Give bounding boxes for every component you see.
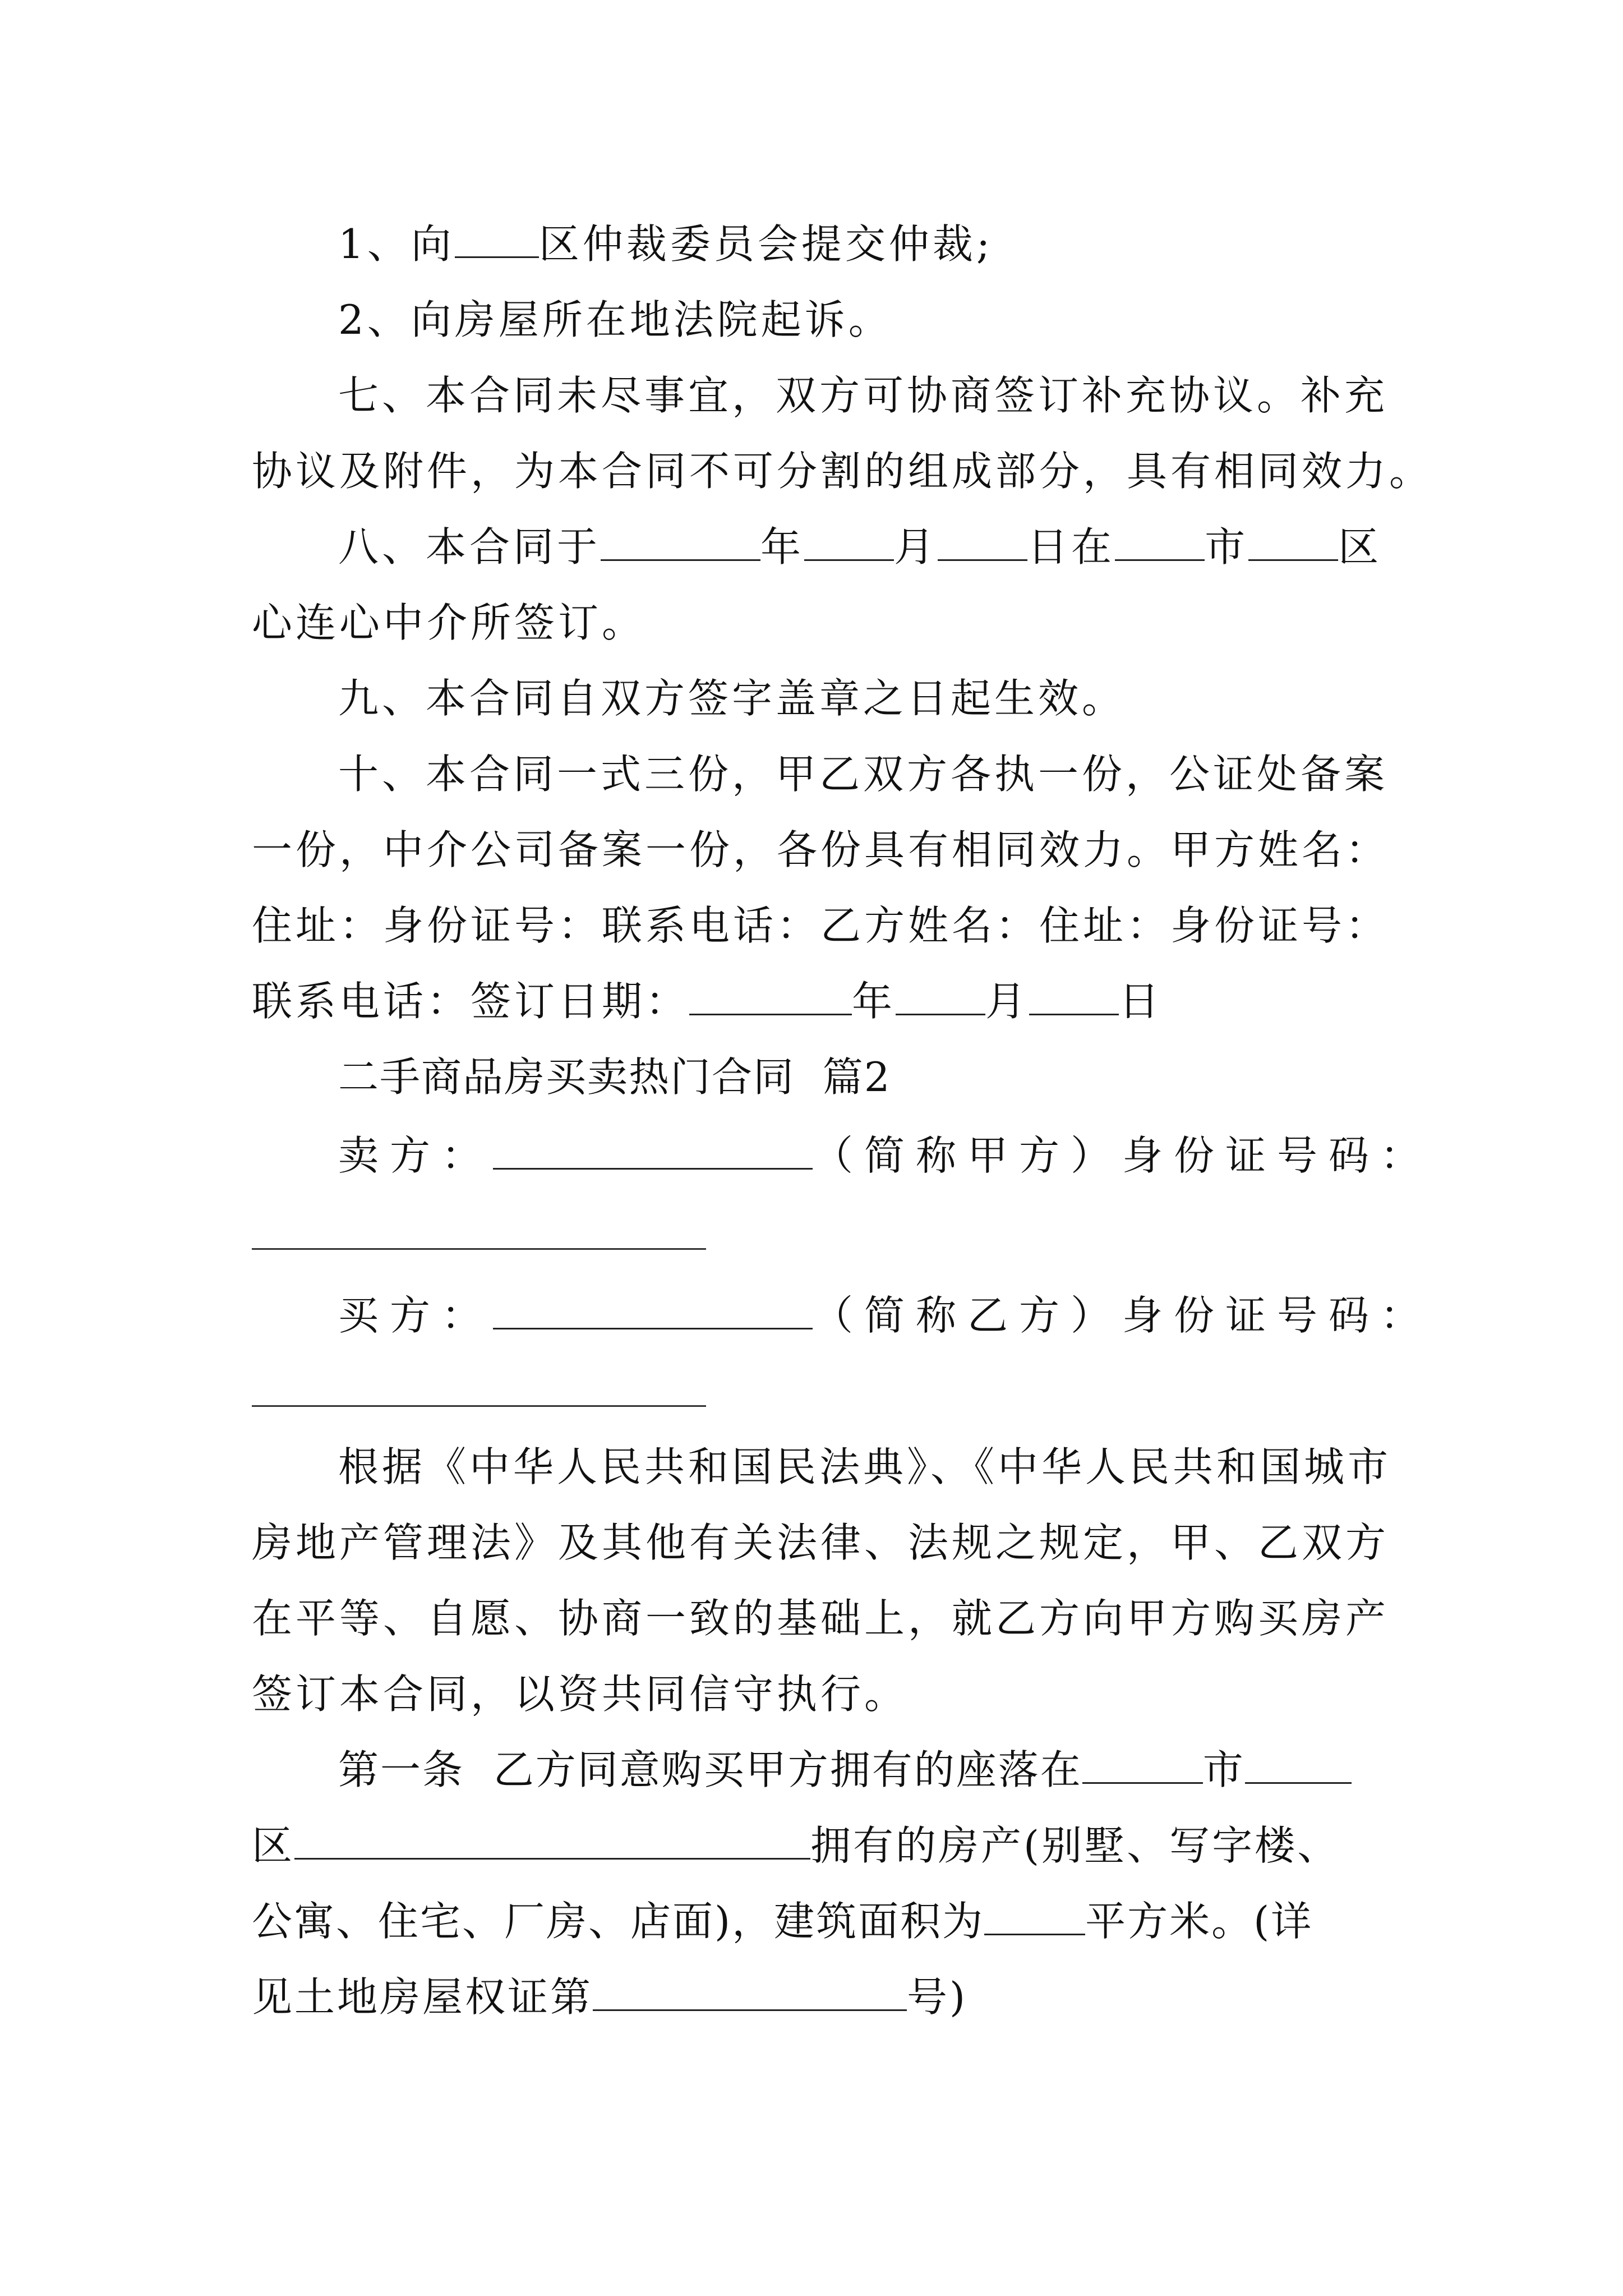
text: 卖方：: [338, 1132, 494, 1179]
clause-ten-line2: 一份，中介公司备案一份，各份具有相同效力。甲方姓名：: [252, 826, 1390, 873]
preamble-line3: 在平等、自愿、协商一致的基础上，就乙方向甲方购买房产: [252, 1595, 1390, 1642]
blank-city[interactable]: [1082, 1747, 1203, 1784]
buyer-id-blank[interactable]: [252, 1405, 706, 1407]
blank-district[interactable]: [1248, 524, 1338, 561]
clause-eight-line2: 心连心中介所签订。: [252, 599, 646, 646]
blank-month[interactable]: [804, 524, 894, 561]
clause-ten-line4: [252, 973, 1163, 1029]
blank-field[interactable]: [455, 222, 539, 258]
blank-seller-name[interactable]: [493, 1133, 813, 1170]
text: 市: [1205, 523, 1249, 570]
text: 第一条 乙方同意购买甲方拥有的座落在: [338, 1746, 1082, 1793]
blank-certificate-number[interactable]: [593, 1975, 907, 2011]
article-one-line3: [252, 1893, 1313, 1949]
blank-month[interactable]: [896, 979, 985, 1015]
text: 号): [907, 1973, 968, 2021]
blank-address[interactable]: [294, 1823, 810, 1860]
text: 日: [1119, 978, 1163, 1025]
text: 见土地房屋权证第: [252, 1973, 593, 2021]
text: 拥有的房产(别墅、写字楼、: [810, 1822, 1340, 1869]
preamble-line1: 根据《中华人民共和国民法典》、《中华人民共和国城市: [338, 1443, 1392, 1490]
clause-seven-line1: 七、本合同未尽事宜，双方可协商签订补充协议。补充: [338, 372, 1389, 419]
text: 月: [985, 978, 1030, 1025]
clause-lawsuit: 2、向房屋所在地法院起诉。: [338, 296, 892, 343]
blank-day[interactable]: [938, 524, 1027, 561]
preamble-line4: 签订本合同，以资共同信守执行。: [252, 1671, 909, 1718]
article-one-line2: [252, 1818, 1340, 1874]
clause-nine: 九、本合同自双方签字盖章之日起生效。: [338, 675, 1126, 722]
blank-city[interactable]: [1115, 524, 1205, 561]
text: 年: [760, 523, 805, 570]
preamble-line2: 房地产管理法》及其他有关法律、法规之规定，甲、乙双方: [252, 1519, 1390, 1566]
clause-seven-line2: 协议及附件，为本合同不可分割的组成部分，具有相同效力。: [252, 448, 1433, 495]
text: 市: [1202, 1746, 1245, 1793]
text: 年: [852, 978, 896, 1025]
text: 区: [252, 1822, 295, 1869]
seller-id-blank[interactable]: [252, 1248, 706, 1250]
blank-area[interactable]: [984, 1899, 1085, 1935]
section-heading: 二手商品房买卖热门合同 篇2: [338, 1053, 891, 1101]
clause-arbitration: [338, 216, 993, 272]
text: （简称乙方）身份证号码：: [813, 1292, 1432, 1339]
blank-district[interactable]: [1245, 1747, 1352, 1784]
text: 联系电话：签订日期：: [252, 978, 690, 1025]
seller-line: [338, 1128, 1432, 1184]
blank-day[interactable]: [1029, 979, 1119, 1015]
clause-ten-line3: 住址：身份证号：联系电话：乙方姓名：住址：身份证号：: [252, 902, 1390, 949]
text: 八、本合同于: [338, 523, 601, 570]
blank-year[interactable]: [689, 979, 852, 1015]
text: 日在: [1027, 523, 1115, 570]
blank-year[interactable]: [601, 524, 760, 561]
clause-eight-line1: [338, 519, 1382, 575]
text: 1、向: [338, 220, 455, 268]
article-one-line1: [338, 1742, 1352, 1798]
text: 买方：: [338, 1292, 494, 1339]
text: 区仲裁委员会提交仲裁;: [538, 220, 994, 268]
text: （简称甲方）身份证号码：: [813, 1132, 1432, 1179]
blank-buyer-name[interactable]: [493, 1293, 813, 1329]
text: 区: [1338, 523, 1382, 570]
text: 公寓、住宅、厂房、店面)，建筑面积为: [252, 1898, 985, 1945]
text: 月: [894, 523, 938, 570]
buyer-line: [338, 1287, 1432, 1343]
text: 平方米。(详: [1085, 1898, 1313, 1945]
clause-ten-line1: 十、本合同一式三份，甲乙双方各执一份，公证处备案: [338, 751, 1389, 798]
article-one-line4: [252, 1969, 967, 2025]
